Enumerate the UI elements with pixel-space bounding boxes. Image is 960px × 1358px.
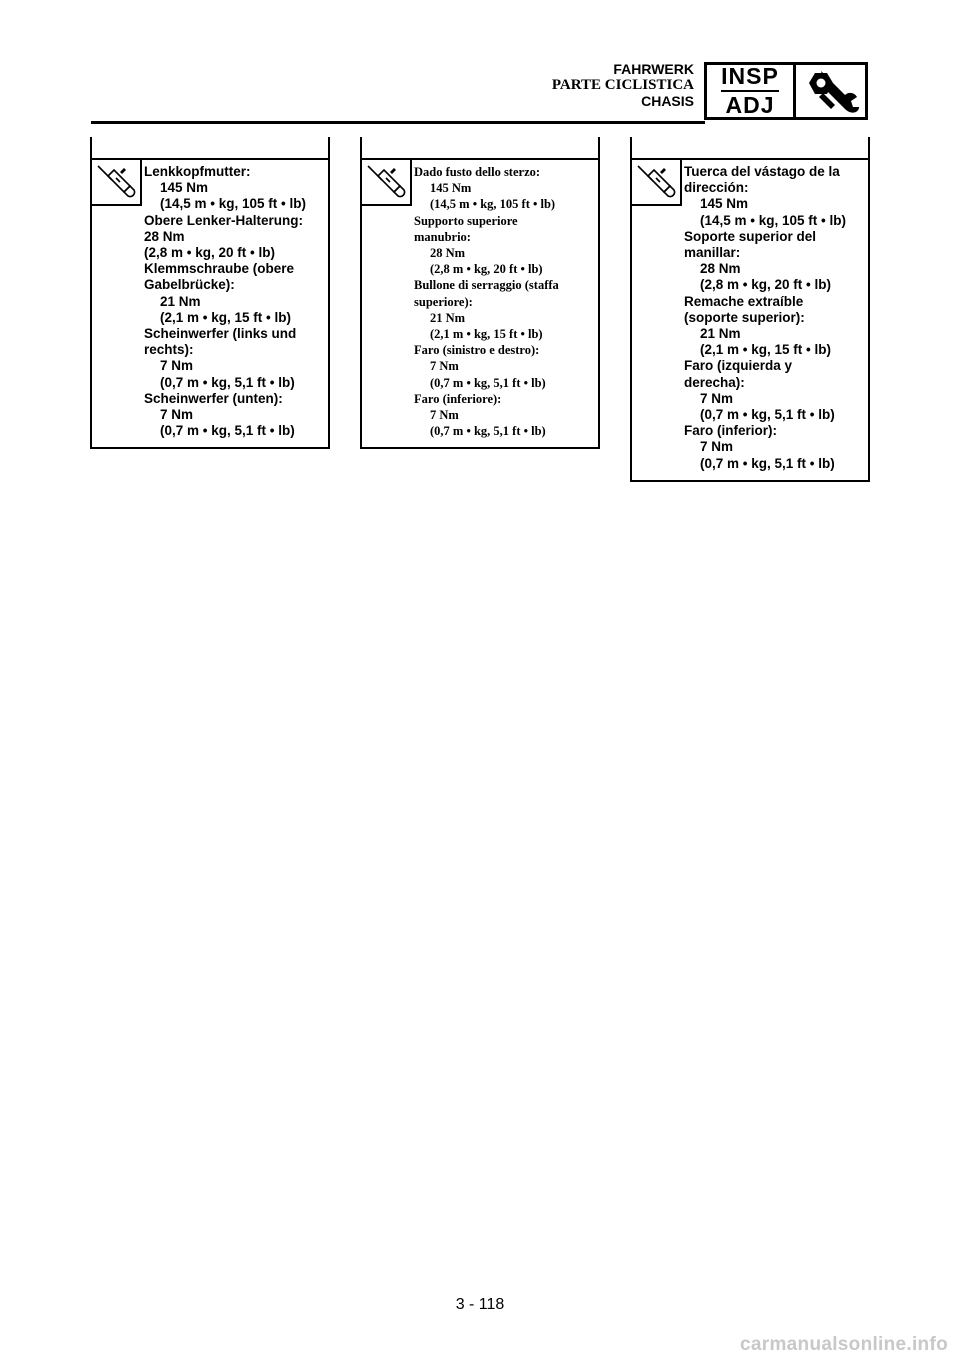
spec-line: 145 Nm bbox=[160, 180, 209, 196]
spec-line: derecha): bbox=[684, 374, 745, 390]
spec-line: 21 Nm bbox=[430, 310, 466, 325]
column-tick-left bbox=[90, 137, 92, 158]
column-border-bottom bbox=[630, 480, 870, 482]
torque-wrench-icon bbox=[360, 160, 412, 206]
column-tick-right bbox=[328, 137, 330, 158]
spec-line: (0,7 m • kg, 5,1 ft • lb) bbox=[430, 424, 546, 439]
torque-wrench-icon bbox=[90, 160, 142, 206]
spec-line: dirección: bbox=[684, 180, 749, 196]
spec-line: (0,7 m • kg, 5,1 ft • lb) bbox=[160, 374, 295, 390]
spec-line: Gabelbrücke): bbox=[144, 277, 235, 293]
spec-line: 21 Nm bbox=[700, 326, 741, 342]
spec-line: Faro (izquierda y bbox=[684, 358, 793, 374]
spec-line: manillar: bbox=[684, 245, 741, 261]
spec-line: (soporte superior): bbox=[684, 309, 805, 325]
page-number: 3 - 118 bbox=[455, 1296, 505, 1313]
spec-line: 7 Nm bbox=[430, 359, 459, 374]
column-border-right bbox=[598, 158, 600, 449]
section-title-es: CHASIS bbox=[641, 93, 694, 109]
column-tick-left bbox=[360, 137, 362, 158]
spec-line: 145 Nm bbox=[430, 181, 472, 196]
spec-line: Klemmschraube (obere bbox=[144, 261, 295, 277]
spec-line: 7 Nm bbox=[430, 408, 459, 423]
spec-line: (2,1 m • kg, 15 ft • lb) bbox=[160, 309, 291, 325]
column-border-right bbox=[868, 158, 870, 482]
spec-line: Dado fusto dello sterzo: bbox=[414, 165, 541, 179]
spec-line: Obere Lenker-Halterung: bbox=[144, 212, 304, 228]
spec-line: (14,5 m • kg, 105 ft • lb) bbox=[430, 197, 556, 212]
section-titles bbox=[552, 61, 694, 109]
insp-adj-badge bbox=[704, 62, 868, 120]
spec-line: manubrio: bbox=[414, 229, 471, 244]
spec-line: Scheinwerfer (links und bbox=[144, 326, 297, 342]
spec-line: Bullone di serraggio (staffa bbox=[414, 278, 559, 293]
spec-line: (14,5 m • kg, 105 ft • lb) bbox=[700, 212, 846, 228]
spec-line: (2,8 m • kg, 20 ft • lb) bbox=[700, 277, 831, 293]
spec-line: 7 Nm bbox=[700, 390, 734, 406]
spec-line: (2,8 m • kg, 20 ft • lb) bbox=[144, 245, 275, 261]
column-tick-right bbox=[868, 137, 870, 158]
spec-line: Faro (inferior): bbox=[684, 423, 777, 439]
spec-line: Faro (inferiore): bbox=[414, 391, 502, 406]
section-title-it: PARTE CICLISTICA bbox=[551, 77, 694, 93]
spec-line: (14,5 m • kg, 105 ft • lb) bbox=[160, 196, 306, 212]
column-tick-right bbox=[598, 137, 600, 158]
column-tick-left bbox=[630, 137, 632, 158]
spec-line: 7 Nm bbox=[160, 407, 194, 423]
column-border-left bbox=[630, 158, 632, 482]
spec-line: 28 Nm bbox=[144, 228, 185, 244]
spec-line: 7 Nm bbox=[700, 439, 734, 455]
badge-text bbox=[707, 65, 796, 117]
torque-wrench-icon bbox=[630, 160, 682, 206]
watermark: carmanualsonline.info bbox=[740, 1334, 948, 1355]
column-border-right bbox=[328, 158, 330, 449]
column-border-bottom bbox=[360, 447, 600, 449]
column-border-bottom bbox=[90, 447, 330, 449]
spec-line: (2,1 m • kg, 15 ft • lb) bbox=[430, 327, 543, 342]
wrench-nut-icon bbox=[796, 65, 865, 117]
spec-line: 7 Nm bbox=[160, 358, 194, 374]
spec-line: (0,7 m • kg, 5,1 ft • lb) bbox=[700, 407, 835, 423]
badge-adj-label: ADJ bbox=[725, 92, 775, 118]
spec-line: (0,7 m • kg, 5,1 ft • lb) bbox=[160, 423, 295, 439]
spec-text-es bbox=[684, 164, 868, 472]
spec-line: (2,1 m • kg, 15 ft • lb) bbox=[700, 342, 831, 358]
badge-insp-label: INSP bbox=[721, 65, 779, 92]
spec-line: Faro (sinistro e destro): bbox=[414, 343, 540, 358]
spec-line: (0,7 m • kg, 5,1 ft • lb) bbox=[430, 375, 546, 390]
spec-line: 28 Nm bbox=[700, 261, 741, 277]
spec-line: Tuerca del vástago de la bbox=[684, 164, 840, 179]
spec-line: 28 Nm bbox=[430, 246, 466, 261]
spec-text-it bbox=[414, 164, 598, 439]
spec-line: (0,7 m • kg, 5,1 ft • lb) bbox=[700, 455, 835, 471]
section-title-de: FAHRWERK bbox=[613, 61, 694, 77]
spec-line: Scheinwerfer (unten): bbox=[144, 390, 283, 406]
spec-line: Soporte superior del bbox=[684, 228, 817, 244]
spec-text-de bbox=[144, 164, 328, 439]
spec-line: Supporto superiore bbox=[414, 213, 518, 228]
spec-line: rechts): bbox=[144, 342, 194, 358]
spec-line: (2,8 m • kg, 20 ft • lb) bbox=[430, 262, 543, 277]
spec-line: Remache extraíble bbox=[684, 293, 804, 309]
spec-line: 145 Nm bbox=[700, 196, 749, 212]
spec-line: Lenkkopfmutter: bbox=[144, 164, 251, 179]
header-rule bbox=[91, 121, 705, 124]
spec-line: superiore): bbox=[414, 294, 473, 309]
spec-line: 21 Nm bbox=[160, 293, 201, 309]
